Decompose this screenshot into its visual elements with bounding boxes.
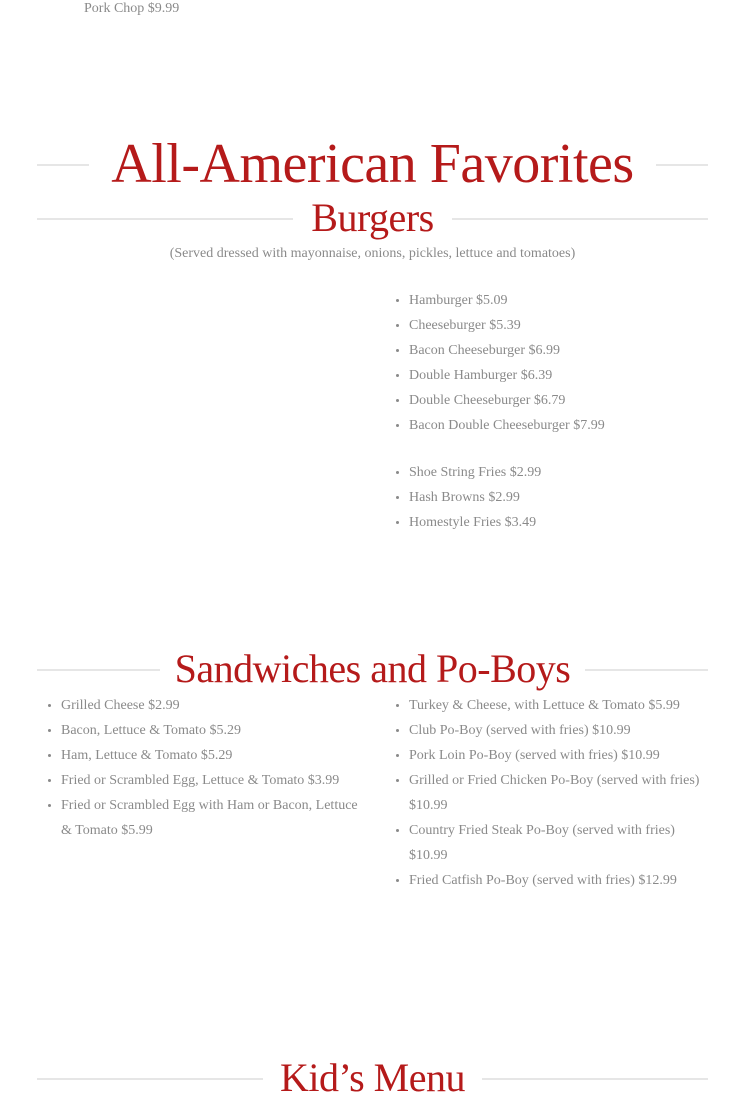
list-item: • Fried or Scrambled Egg with Ham or Bacon, Lettuce & Tomato $5.99: [61, 793, 361, 843]
section-title-all-american-favorites: All-American Favorites: [111, 133, 634, 195]
burgers-serving-note: (Served dressed with mayonnaise, onions, pickles, lettuce and tomatoes): [169, 246, 576, 261]
list-item: • Double Cheeseburger $6.79: [409, 388, 745, 413]
subsection-title-burgers: Burgers: [311, 195, 434, 240]
list-item: • Country Fried Steak Po-Boy (served with fries) $10.99: [409, 818, 709, 868]
list-item: • Fried or Scrambled Egg, Lettuce & Tomato $3.99: [61, 768, 361, 793]
list-item: • Double Hamburger $6.39: [409, 363, 745, 388]
list-item: • Homestyle Fries $3.49: [409, 510, 745, 535]
list-item: • Hash Browns $2.99: [409, 485, 745, 510]
menu-item-pork-chop: Pork Chop $9.99: [84, 1, 180, 16]
sides-list: [385, 460, 745, 535]
list-item: • Fried Catfish Po-Boy (served with fries) $12.99: [409, 868, 709, 893]
list-item: • Grilled Cheese $2.99: [61, 693, 361, 718]
list-item: • Bacon, Lettuce & Tomato $5.29: [61, 718, 361, 743]
list-item: • Pork Loin Po-Boy (served with fries) $10.99: [409, 743, 709, 768]
list-item: • Bacon Cheeseburger $6.99: [409, 338, 745, 363]
list-item: • Grilled or Fried Chicken Po-Boy (served with fries) $10.99: [409, 768, 709, 818]
list-item: • Club Po-Boy (served with fries) $10.99: [409, 718, 709, 743]
burgers-list: [385, 288, 745, 438]
list-item: • Cheeseburger $5.39: [409, 313, 745, 338]
list-item: • Bacon Double Cheeseburger $7.99: [409, 413, 745, 438]
section-title-sandwiches: Sandwiches and Po-Boys: [174, 646, 571, 691]
list-item: • Turkey & Cheese, with Lettuce & Tomato $5.99: [409, 693, 709, 718]
sandwiches-list-left: [37, 693, 361, 843]
section-title-kids-menu: Kid’s Menu: [280, 1055, 465, 1100]
sandwiches-list-right: [385, 693, 709, 893]
list-item: • Ham, Lettuce & Tomato $5.29: [61, 743, 361, 768]
list-item: • Hamburger $5.09: [409, 288, 745, 313]
list-item: • Shoe String Fries $2.99: [409, 460, 745, 485]
